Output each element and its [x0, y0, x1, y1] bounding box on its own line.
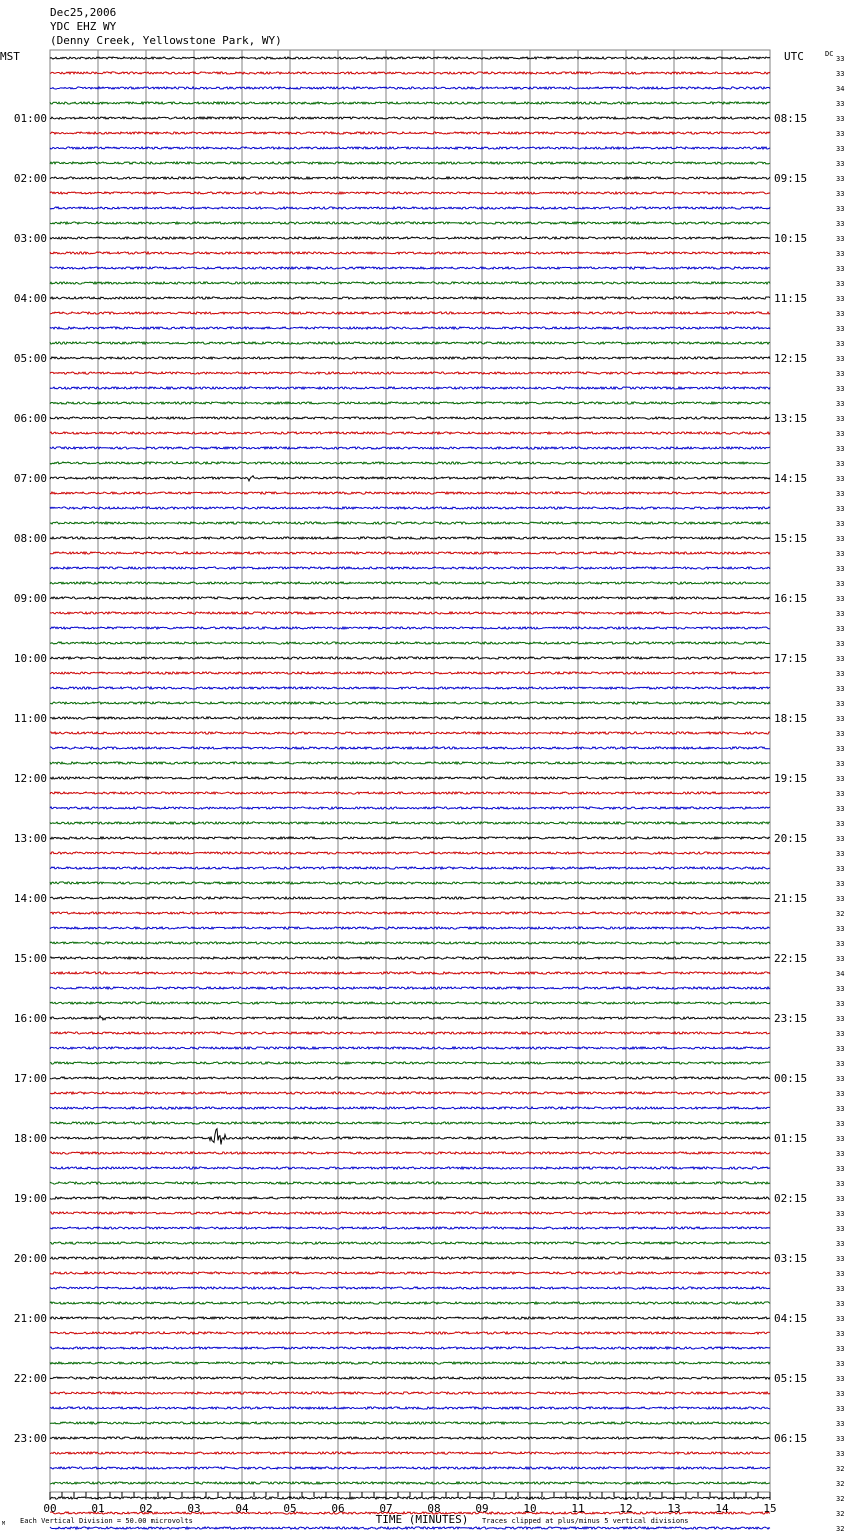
dc-offset-value: 33	[836, 985, 845, 993]
trace-row	[50, 1452, 770, 1454]
dc-offset-value: 33	[836, 1285, 845, 1293]
dc-offset-value: 33	[836, 160, 845, 168]
trace-row	[50, 267, 770, 269]
x-tick-label: 15	[763, 1502, 777, 1515]
dc-offset-value: 33	[836, 820, 845, 828]
right-hour-label: 01:15	[774, 1132, 808, 1145]
dc-offset-value: 33	[836, 880, 845, 888]
trace-row	[50, 222, 770, 224]
right-hour-label: 19:15	[774, 772, 808, 785]
dc-offset-value: 33	[836, 790, 845, 798]
dc-offset-value: 34	[836, 85, 845, 93]
trace-row	[50, 1016, 770, 1020]
dc-offset-value: 33	[836, 1210, 845, 1218]
trace-row	[50, 1437, 770, 1439]
dc-offset-value: 33	[836, 850, 845, 858]
dc-offset-value: 33	[836, 835, 845, 843]
dc-offset-value: 33	[836, 1075, 845, 1083]
dc-offset-value: 33	[836, 760, 845, 768]
dc-offset-value: 33	[836, 1345, 845, 1353]
dc-offset-value: 33	[836, 100, 845, 108]
trace-row	[50, 1129, 770, 1145]
trace-row	[50, 327, 770, 329]
left-hour-label: 14:00	[13, 892, 47, 905]
left-hour-label: 19:00	[13, 1192, 47, 1205]
trace-row	[50, 687, 770, 689]
right-hour-label: 02:15	[774, 1192, 808, 1205]
trace-row	[50, 537, 770, 539]
dc-offset-value: 33	[836, 1030, 845, 1038]
trace-row	[50, 1212, 770, 1214]
trace-row	[50, 627, 770, 629]
trace-row	[50, 1287, 770, 1289]
trace-row	[50, 1527, 770, 1529]
trace-row	[50, 522, 770, 524]
dc-offset-value: 33	[836, 715, 845, 723]
dc-offset-value: 33	[836, 220, 845, 228]
dc-offset-value: 33	[836, 115, 845, 123]
right-hour-label: 16:15	[774, 592, 808, 605]
trace-row	[50, 927, 770, 929]
trace-row	[50, 72, 770, 74]
dc-offset-value: 33	[836, 670, 845, 678]
trace-row	[50, 132, 770, 134]
dc-offset-value: 33	[836, 805, 845, 813]
dc-offset-value: 33	[836, 250, 845, 258]
left-hour-label: 21:00	[13, 1312, 47, 1325]
left-hour-label: 13:00	[13, 832, 47, 845]
dc-label: DC	[825, 50, 834, 58]
trace-row	[50, 882, 770, 884]
right-hour-label: 22:15	[774, 952, 808, 965]
x-tick-label: 03	[187, 1502, 201, 1515]
left-hour-label: 23:00	[13, 1432, 47, 1445]
trace-row	[50, 657, 770, 659]
corner-mark: M	[2, 1521, 6, 1527]
dc-offset-value: 33	[836, 745, 845, 753]
traces	[50, 57, 770, 1534]
x-tick-label: 12	[619, 1502, 633, 1515]
trace-row	[50, 567, 770, 569]
dc-offset-value: 33	[836, 295, 845, 303]
left-hour-label: 05:00	[13, 352, 47, 365]
trace-row	[50, 57, 770, 59]
trace-row	[50, 492, 770, 494]
right-hour-label: 05:15	[774, 1372, 808, 1385]
right-hour-label: 23:15	[774, 1012, 808, 1025]
dc-offset-value: 33	[836, 1135, 845, 1143]
dc-offsets	[836, 55, 844, 1534]
trace-row	[50, 822, 770, 824]
right-hour-label: 00:15	[774, 1072, 808, 1085]
dc-offset-value: 33	[836, 775, 845, 783]
dc-offset-value: 33	[836, 595, 845, 603]
trace-row	[50, 792, 770, 794]
dc-offset-value: 33	[836, 415, 845, 423]
dc-offset-value: 33	[836, 700, 845, 708]
right-hour-label: 09:15	[774, 172, 808, 185]
trace-row	[50, 1467, 770, 1469]
trace-row	[50, 312, 770, 314]
left-hour-label: 12:00	[13, 772, 47, 785]
left-hour-label: 02:00	[13, 172, 47, 185]
trace-row	[50, 432, 770, 434]
dc-offset-value: 32	[836, 1525, 845, 1533]
dc-offset-value: 33	[836, 340, 845, 348]
right-hour-label: 21:15	[774, 892, 808, 905]
right-hour-label: 06:15	[774, 1432, 808, 1445]
trace-row	[50, 552, 770, 554]
dc-offset-value: 33	[836, 1090, 845, 1098]
x-tick-label: 06	[331, 1502, 345, 1515]
trace-row	[50, 1092, 770, 1094]
dc-offset-value: 33	[836, 1375, 845, 1383]
trace-row	[50, 476, 770, 481]
trace-row	[50, 777, 770, 779]
dc-offset-value: 33	[836, 1225, 845, 1233]
dc-offset-value: 33	[836, 1405, 845, 1413]
dc-offset-value: 33	[836, 1435, 845, 1443]
trace-row	[50, 987, 770, 989]
left-hour-label: 11:00	[13, 712, 47, 725]
dc-offset-value: 33	[836, 505, 845, 513]
trace-row	[50, 282, 770, 284]
trace-row	[50, 462, 770, 464]
dc-offset-value: 33	[836, 475, 845, 483]
trace-row	[50, 177, 770, 179]
dc-offset-value: 33	[836, 1165, 845, 1173]
trace-row	[50, 1302, 770, 1304]
dc-offset-value: 33	[836, 55, 845, 63]
dc-offset-value: 33	[836, 1180, 845, 1188]
trace-row	[50, 597, 770, 599]
trace-row	[50, 1182, 770, 1184]
dc-offset-value: 33	[836, 1105, 845, 1113]
right-hour-label: 04:15	[774, 1312, 808, 1325]
dc-offset-value: 33	[836, 1390, 845, 1398]
right-timezone-label: UTC	[784, 50, 804, 63]
left-hour-label: 03:00	[13, 232, 47, 245]
dc-offset-value: 33	[836, 280, 845, 288]
trace-row	[50, 747, 770, 749]
trace-row	[50, 897, 770, 899]
trace-row	[50, 1002, 770, 1004]
x-tick-label: 00	[43, 1502, 57, 1515]
trace-row	[50, 1242, 770, 1244]
dc-offset-value: 32	[836, 910, 845, 918]
dc-offset-value: 33	[836, 175, 845, 183]
trace-row	[50, 447, 770, 449]
right-hour-label: 20:15	[774, 832, 808, 845]
trace-row	[50, 1197, 770, 1199]
x-tick-label: 14	[715, 1502, 729, 1515]
right-hour-label: 03:15	[774, 1252, 808, 1265]
trace-row	[50, 87, 770, 89]
trace-row	[50, 672, 770, 674]
scale-note: Each Vertical Division = 50.00 microvolts	[20, 1517, 193, 1525]
trace-row	[50, 867, 770, 869]
trace-row	[50, 702, 770, 704]
left-timezone-label: MST	[0, 50, 20, 63]
dc-offset-value: 34	[836, 970, 845, 978]
left-hour-label: 01:00	[13, 112, 47, 125]
trace-row	[50, 957, 770, 959]
dc-offset-value: 33	[836, 685, 845, 693]
right-hour-label: 18:15	[774, 712, 808, 725]
trace-row	[50, 1122, 770, 1124]
trace-row	[50, 387, 770, 389]
trace-row	[50, 117, 770, 119]
trace-row	[50, 1377, 770, 1379]
dc-offset-value: 33	[836, 355, 845, 363]
dc-offset-value: 33	[836, 490, 845, 498]
dc-offset-value: 33	[836, 655, 845, 663]
left-hour-label: 20:00	[13, 1252, 47, 1265]
dc-offset-value: 33	[836, 1240, 845, 1248]
dc-offset-value: 33	[836, 70, 845, 78]
left-hour-labels	[14, 112, 47, 1445]
trace-row	[50, 807, 770, 809]
trace-row	[50, 102, 770, 104]
dc-offset-value: 33	[836, 565, 845, 573]
trace-row	[50, 1362, 770, 1364]
trace-row	[50, 507, 770, 509]
trace-row	[50, 1107, 770, 1109]
right-hour-label: 11:15	[774, 292, 808, 305]
left-hour-label: 08:00	[13, 532, 47, 545]
dc-offset-value: 33	[836, 520, 845, 528]
dc-offset-value: 32	[836, 1480, 845, 1488]
trace-row	[50, 357, 770, 359]
dc-offset-value: 33	[836, 265, 845, 273]
trace-row	[50, 1257, 770, 1259]
trace-row	[50, 1497, 770, 1499]
dc-offset-value: 33	[836, 625, 845, 633]
dc-offset-value: 33	[836, 730, 845, 738]
right-hour-label: 15:15	[774, 532, 808, 545]
trace-row	[50, 837, 770, 839]
dc-offset-value: 33	[836, 130, 845, 138]
trace-row	[50, 252, 770, 254]
right-hour-label: 12:15	[774, 352, 808, 365]
trace-row	[50, 717, 770, 719]
trace-row	[50, 342, 770, 344]
dc-offset-value: 33	[836, 400, 845, 408]
left-hour-label: 10:00	[13, 652, 47, 665]
dc-offset-value: 33	[836, 1450, 845, 1458]
dc-offset-value: 33	[836, 1300, 845, 1308]
dc-offset-value: 33	[836, 460, 845, 468]
plot-frame	[50, 50, 770, 1492]
left-hour-label: 06:00	[13, 412, 47, 425]
trace-row	[50, 942, 770, 944]
dc-offset-value: 33	[836, 445, 845, 453]
trace-row	[50, 1332, 770, 1334]
dc-offset-value: 33	[836, 1270, 845, 1278]
right-hour-label: 08:15	[774, 112, 808, 125]
dc-offset-value: 33	[836, 1045, 845, 1053]
trace-row	[50, 192, 770, 194]
trace-row	[50, 402, 770, 404]
x-tick-label: 04	[235, 1502, 249, 1515]
left-hour-label: 17:00	[13, 1072, 47, 1085]
trace-row	[50, 1482, 770, 1484]
dc-offset-value: 33	[836, 865, 845, 873]
dc-offset-value: 33	[836, 430, 845, 438]
trace-row	[50, 612, 770, 614]
date-label: Dec25,2006	[50, 6, 117, 19]
trace-row	[50, 372, 770, 374]
dc-offset-value: 33	[836, 1060, 845, 1068]
dc-offset-value: 33	[836, 1195, 845, 1203]
dc-offset-value: 33	[836, 940, 845, 948]
dc-offset-value: 33	[836, 310, 845, 318]
x-tick-label: 02	[139, 1502, 153, 1515]
x-tick-label: 07	[379, 1502, 393, 1515]
left-hour-label: 16:00	[13, 1012, 47, 1025]
station-label: YDC EHZ WY	[50, 20, 117, 33]
dc-offset-value: 32	[836, 1495, 845, 1503]
trace-row	[50, 642, 770, 644]
trace-row	[50, 852, 770, 854]
trace-row	[50, 762, 770, 764]
clip-note: Traces clipped at plus/minus 5 vertical divisions	[482, 1517, 689, 1525]
dc-offset-value: 33	[836, 190, 845, 198]
dc-offset-value: 33	[836, 1000, 845, 1008]
right-hour-label: 10:15	[774, 232, 808, 245]
left-hour-label: 15:00	[13, 952, 47, 965]
x-tick-label: 05	[283, 1502, 297, 1515]
trace-row	[50, 1077, 770, 1079]
trace-row	[50, 147, 770, 149]
right-hour-label: 13:15	[774, 412, 808, 425]
x-tick-label: 09	[475, 1502, 489, 1515]
dc-offset-value: 33	[836, 1120, 845, 1128]
dc-offset-value: 33	[836, 925, 845, 933]
trace-row	[50, 1032, 770, 1034]
trace-row	[50, 417, 770, 419]
trace-row	[50, 1047, 770, 1049]
right-hour-label: 14:15	[774, 472, 808, 485]
x-tick-label: 01	[91, 1502, 105, 1515]
trace-row	[50, 1347, 770, 1349]
dc-offset-value: 33	[836, 1150, 845, 1158]
trace-row	[50, 1167, 770, 1169]
dc-offset-value: 33	[836, 610, 845, 618]
trace-row	[50, 162, 770, 164]
dc-offset-value: 33	[836, 640, 845, 648]
trace-row	[50, 1062, 770, 1064]
left-hour-label: 09:00	[13, 592, 47, 605]
dc-offset-value: 33	[836, 1420, 845, 1428]
x-axis-title: TIME (MINUTES)	[375, 1513, 469, 1526]
x-tick-label: 10	[523, 1502, 537, 1515]
dc-offset-value: 33	[836, 955, 845, 963]
dc-offset-value: 33	[836, 1255, 845, 1263]
dc-offset-value: 32	[836, 1465, 845, 1473]
left-hour-label: 07:00	[13, 472, 47, 485]
trace-row	[50, 1407, 770, 1409]
trace-row	[50, 1227, 770, 1229]
trace-row	[50, 1392, 770, 1394]
dc-offset-value: 33	[836, 580, 845, 588]
left-hour-label: 18:00	[13, 1132, 47, 1145]
dc-offset-value: 33	[836, 385, 845, 393]
x-tick-label: 08	[427, 1502, 441, 1515]
dc-offset-value: 33	[836, 1330, 845, 1338]
trace-row	[50, 582, 770, 584]
dc-offset-value: 33	[836, 895, 845, 903]
dc-offset-value: 33	[836, 550, 845, 558]
dc-offset-value: 33	[836, 1315, 845, 1323]
trace-row	[50, 1422, 770, 1424]
left-hour-label: 04:00	[13, 292, 47, 305]
trace-row	[50, 972, 770, 974]
trace-row	[50, 732, 770, 734]
trace-row	[50, 912, 770, 914]
trace-row	[50, 297, 770, 299]
dc-offset-value: 33	[836, 325, 845, 333]
dc-offset-value: 33	[836, 205, 845, 213]
x-tick-label: 11	[571, 1502, 585, 1515]
grid	[50, 50, 770, 1492]
dc-offset-value: 33	[836, 145, 845, 153]
dc-offset-value: 33	[836, 370, 845, 378]
location-label: (Denny Creek, Yellowstone Park, WY)	[50, 34, 282, 47]
dc-offset-value: 33	[836, 535, 845, 543]
dc-offset-value: 33	[836, 1360, 845, 1368]
trace-row	[50, 1152, 770, 1154]
right-hour-label: 17:15	[774, 652, 808, 665]
dc-offset-value: 33	[836, 1015, 845, 1023]
dc-offset-value: 32	[836, 1510, 845, 1518]
trace-row	[50, 207, 770, 209]
x-tick-label: 13	[667, 1502, 681, 1515]
trace-row	[50, 1272, 770, 1274]
left-hour-label: 22:00	[13, 1372, 47, 1385]
right-hour-labels	[774, 112, 807, 1445]
trace-row	[50, 1317, 770, 1319]
dc-offset-value: 33	[836, 235, 845, 243]
trace-row	[50, 237, 770, 239]
